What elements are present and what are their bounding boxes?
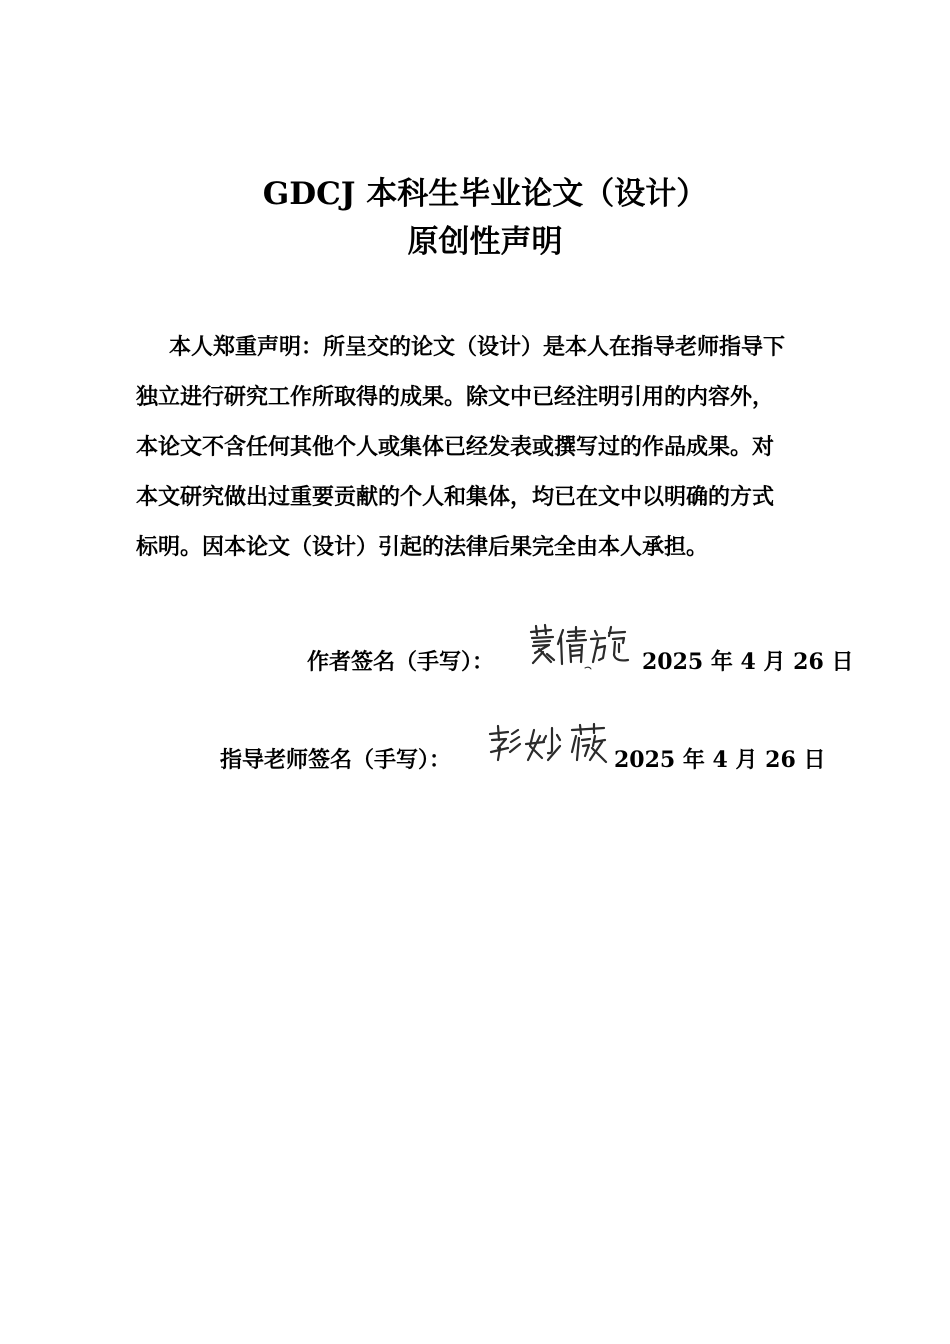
author-signature-date: 2025 年 4 月 26 日 <box>642 649 854 675</box>
declaration-statement <box>136 322 848 572</box>
document-title: GDCJ 本科生毕业论文（设计） <box>262 176 708 212</box>
author-handwritten-signature <box>525 622 630 685</box>
statement-line: 本人郑重声明：所呈交的论文（设计）是本人在指导老师指导下 <box>169 334 786 360</box>
statement-line: 本论文不含任何其他个人或集体已经发表或撰写过的作品成果。对 <box>136 434 775 460</box>
advisor-signature-label: 指导老师签名（手写）： <box>220 747 452 773</box>
advisor-signature-row <box>0 740 950 780</box>
author-signature-row <box>0 642 950 682</box>
advisor-signature-date: 2025 年 4 月 26 日 <box>614 747 826 773</box>
title-block <box>0 170 950 266</box>
statement-line: 独立进行研究工作所取得的成果。除文中已经注明引用的内容外， <box>136 384 775 410</box>
statement-line: 标明。因本论文（设计）引起的法律后果完全由本人承担。 <box>136 534 709 560</box>
advisor-handwritten-signature <box>486 722 611 783</box>
document-subtitle: 原创性声明 <box>407 224 563 260</box>
statement-line: 本文研究做出过重要贡献的个人和集体，均已在文中以明确的方式 <box>136 484 775 510</box>
author-signature-label: 作者签名（手写）： <box>307 649 495 675</box>
